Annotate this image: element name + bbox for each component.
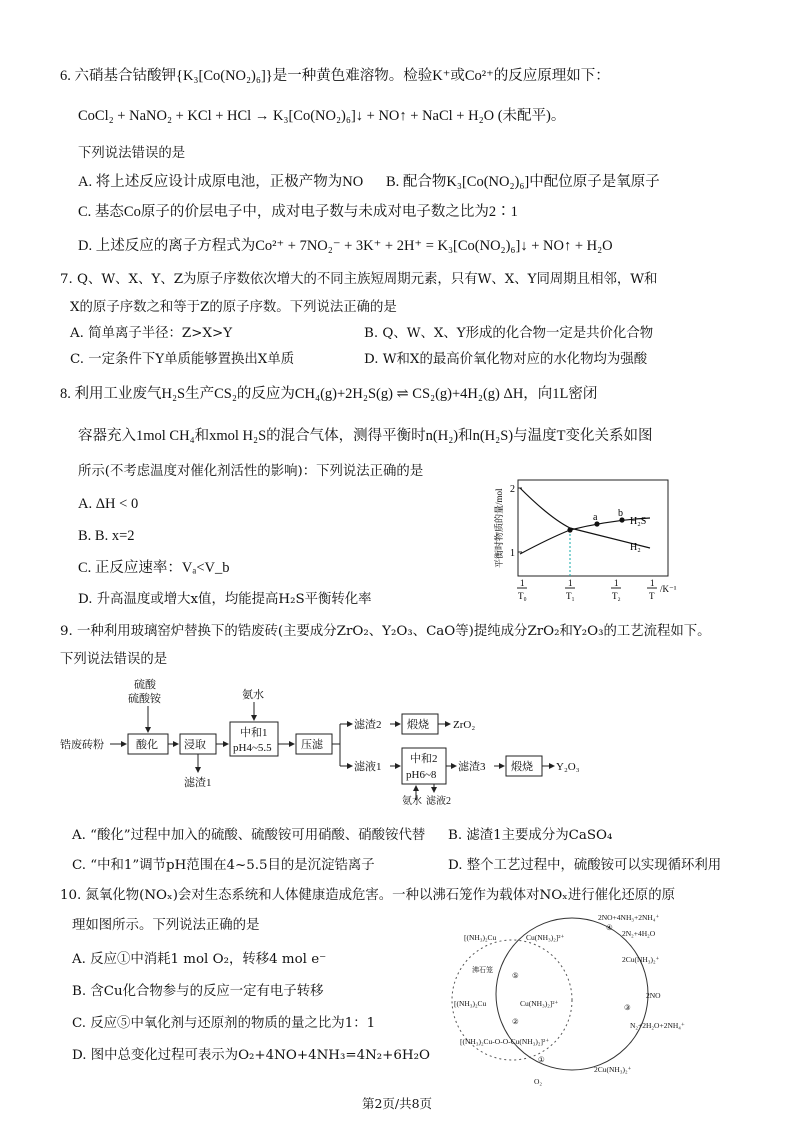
q10-option-a: A. 反应①中消耗1 mol O₂，转移4 mol e⁻	[72, 952, 327, 967]
q8-label-h2: H₂	[630, 542, 641, 553]
q10-num-4-top: ④	[606, 923, 613, 932]
q8-option-b: B. B. x=2	[78, 528, 135, 544]
q7-option-a: A. 简单离子半径：Z>X>Y	[70, 326, 233, 341]
q6-option-a: A. 将上述反应设计成原电池，正极产物为NO	[78, 174, 364, 190]
q8-label-h2s: H₂S	[630, 516, 647, 527]
q9-product-y2o3: Y₂O₃	[556, 761, 580, 773]
q10-option-d: D. 图中总变化过程可表示为O₂+4NO+4NH₃=4N₂+6H₂O	[72, 1048, 430, 1063]
q9-reagent-sulfuric: 硫酸	[134, 679, 156, 691]
q8-option-c: C. 正反应速率：Vₐ<V_b	[78, 560, 230, 576]
q9-step-neutralize1: 中和1	[240, 727, 268, 739]
q9-step-calcine2: 煅烧	[511, 761, 533, 773]
q10-cycle-diagram	[446, 912, 692, 1092]
q8-x-t0: T₀	[518, 591, 527, 601]
q9-step-neutralize1-ph: pH4~5.5	[233, 742, 272, 754]
q10-option-c: C. 反应⑤中氧化剂与还原剂的物质的量之比为1：1	[72, 1016, 376, 1031]
q10-species1-left: [(NH₃)₂Cu	[464, 933, 497, 942]
q8-option-a: A. ΔH < 0	[78, 496, 139, 512]
q9-stem-line1: 9. 一种利用玻璃窑炉替换下的锆废砖(主要成分ZrO₂、Y₂O₃、CaO等)提纯成分ZrO₂和Y₂O₃的工艺流程如下。	[60, 624, 711, 639]
q9-residue3: 滤渣3	[458, 761, 486, 773]
q9-filtrate2: 滤液2	[426, 796, 451, 806]
q9-flowchart	[58, 676, 638, 806]
q8-stem-line3: 所示(不考虑温度对催化剂活性的影响)：下列说法正确的是	[78, 464, 424, 479]
q10-o2: O₂	[534, 1077, 543, 1086]
q10-num-5: ⑤	[512, 971, 519, 980]
q8-label-a: a	[593, 512, 598, 523]
q6-option-d: D. 上述反应的离子方程式为Co²⁺ + 7NO₂⁻ + 3K⁺ + 2H⁺ = K₃[Co(NO₂)₆]↓ + NO↑ + H₂O	[78, 238, 613, 254]
q8-x-t1: T₁	[566, 591, 575, 601]
q8-ylabel: 平衡时物质的量/mol	[494, 488, 504, 568]
q10-species2-left: [(NH₃)₂Cu	[454, 999, 487, 1008]
q10-num-3: ③	[624, 1003, 631, 1012]
q9-stem-line2: 下列说法错误的是	[60, 652, 168, 667]
q10-top-input: 2NO+4NH₃+2NH₄⁺	[598, 913, 660, 922]
q6-equation: CoCl₂ + NaNO₂ + KCl + HCl → K₃[Co(NO₂)₆]↓ + NO↑ + NaCl + H₂O (未配平)。	[78, 108, 566, 124]
q7-option-c: C. 一定条件下Y单质能够置换出X单质	[70, 352, 295, 367]
q8-x-t2: T₂	[612, 591, 621, 601]
q9-residue1: 滤渣1	[184, 777, 212, 789]
q10-output-2: N₂+2H₂O+2NH₄⁺	[630, 1021, 685, 1030]
q9-product-zro2: ZrO₂	[453, 719, 476, 731]
q9-step-calcine1: 煅烧	[407, 719, 429, 731]
q9-filtrate1: 滤液1	[354, 761, 382, 773]
q9-residue2: 滤渣2	[354, 719, 382, 731]
q6-option-c: C. 基态Co原子的价层电子中，成对电子数与未成对电子数之比为2∶1	[78, 204, 518, 220]
q8-x-t: T	[649, 591, 655, 601]
q6-option-b: B. 配合物K₃[Co(NO₂)₆]中配位原子是氧原子	[386, 174, 660, 190]
q8-ytick-2: 2	[510, 484, 515, 495]
q7-stem-line1: 7. Q、W、X、Y、Z为原子序数依次增大的不同主族短周期元素，只有W、X、Y同周期且相邻，W和	[60, 272, 658, 287]
q9-option-c: C. “中和1”调节pH范围在4~5.5目的是沉淀锆离子	[72, 858, 375, 873]
q10-stem-line1: 10. 氮氧化物(NOₓ)会对生态系统和人体健康造成危害。一种以沸石笼作为载体对NOₓ进行催化还原的原	[60, 888, 675, 903]
q8-stem-line2: 容器充入1mol CH₄和xmol H₂S的混合气体，测得平衡时n(H₂)和n(H₂S)与温度T变化关系如图	[78, 428, 653, 444]
q8-x-one-1: 1	[568, 578, 573, 588]
q8-point-intersection	[567, 527, 572, 532]
q9-option-b: B. 滤渣1主要成分为CaSO₄	[448, 828, 613, 843]
q9-option-a: A. “酸化”过程中加入的硫酸、硫酸铵可用硝酸、硝酸铵代替	[72, 828, 426, 843]
q9-reagent-ammonium: 硫酸铵	[128, 693, 161, 705]
q9-step-leach: 浸取	[184, 739, 206, 751]
q9-step-neutralize2-ph: pH6~8	[406, 769, 437, 781]
q8-x-unit: /K⁻¹	[660, 584, 677, 594]
q10-species3: [(NH₃)₂Cu-O-O-Cu(NH₃)₂]²⁺	[460, 1037, 550, 1046]
q10-species2-right: Cu(NH₃)₂]²⁺	[520, 999, 559, 1008]
q10-option-b: B. 含Cu化合物参与的反应一定有电子转移	[72, 984, 324, 999]
q9-step-neutralize2: 中和2	[410, 753, 438, 765]
q8-x-one-2: 1	[614, 578, 619, 588]
q9-step-filterpress: 压滤	[301, 739, 323, 751]
q10-2no: 2NO	[646, 991, 661, 1000]
q9-ammonia2: 氨水	[402, 796, 422, 806]
q8-label-b: b	[618, 508, 623, 519]
q8-graph	[480, 468, 690, 608]
q10-cu-right: 2Cu(NH₃)₂⁺	[622, 955, 660, 964]
q10-cu-bottom: 2Cu(NH₃)₂⁺	[594, 1065, 632, 1074]
q10-species1-right: Cu(NH₃)₂]²⁺	[526, 933, 565, 942]
page-footer: 第2页/共8页	[361, 1096, 433, 1111]
q8-x-one-t: 1	[650, 578, 655, 588]
q9-ammonia1: 氨水	[242, 689, 264, 701]
q10-num-1: ①	[538, 1055, 545, 1064]
q10-stem-line2: 理如图所示。下列说法正确的是	[72, 918, 260, 933]
q8-option-d: D. 升高温度或增大x值，均能提高H₂S平衡转化率	[78, 592, 372, 607]
q8-stem-line1: 8. 利用工业废气H₂S生产CS₂的反应为CH₄(g)+2H₂S(g) ⇌ CS₂(g)+4H₂(g) ΔH，向1L密闭	[60, 386, 598, 402]
q6-stem: 6. 六硝基合钴酸钾{K₃[Co(NO₂)₆]}是一种黄色难溶物。检验K⁺或Co²⁺的反应原理如下：	[60, 68, 610, 84]
q8-ytick-1: 1	[510, 548, 515, 559]
q10-num-2: ②	[512, 1017, 519, 1026]
q7-option-d: D. W和X的最高价氧化物对应的水化物均为强酸	[364, 352, 648, 367]
q7-stem-line2: X的原子序数之和等于Z的原子序数。下列说法正确的是	[70, 300, 397, 315]
q7-option-b: B. Q、W、X、Y形成的化合物一定是共价化合物	[364, 326, 654, 341]
q8-x-one-0: 1	[520, 578, 525, 588]
q6-prompt: 下列说法错误的是	[78, 146, 186, 161]
q9-option-d: D. 整个工艺过程中，硫酸铵可以实现循环利用	[448, 858, 722, 873]
q10-top-output: 2N₂+4H₂O	[622, 929, 656, 938]
q10-cage-label: 沸石笼	[472, 966, 493, 974]
q9-input: 锆废砖粉	[60, 739, 104, 751]
q9-step-acidify: 酸化	[136, 739, 158, 751]
